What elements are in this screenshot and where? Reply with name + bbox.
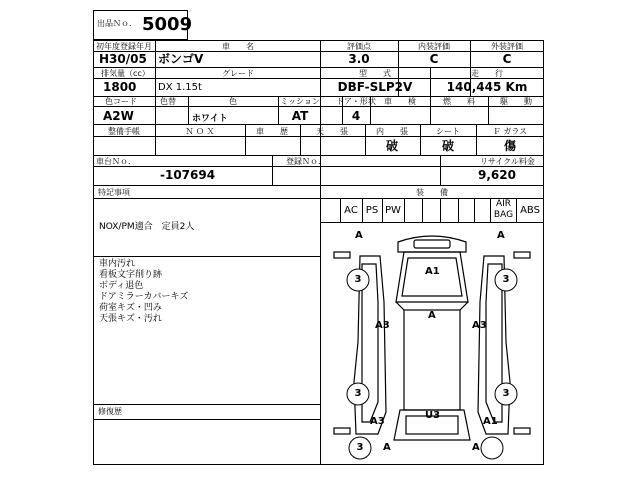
damage-bottom-right: A [472, 442, 480, 453]
tire-fr-grade: 3 [502, 274, 510, 285]
drive-label: 駆 動 [500, 97, 532, 106]
car-name-label: 車 名 [222, 42, 254, 51]
equip-abs: ABS [520, 205, 540, 216]
damage-left-side: A3 [375, 320, 390, 331]
note-line: 天張キズ・汚れ [99, 314, 162, 324]
first-reg-label: 初年度登録年月 [96, 42, 152, 51]
grade-label: グレード [222, 69, 254, 78]
damage-right-side: A3 [472, 320, 487, 331]
damage-roof: A [428, 310, 436, 321]
doors-value: 4 [351, 109, 361, 123]
damage-rear: U3 [425, 410, 441, 421]
seat-value: 破 [441, 139, 455, 153]
repair-history-label: 修復歴 [98, 407, 122, 416]
damage-rear-right: A1 [483, 416, 498, 427]
note-line: 車内汚れ [99, 259, 136, 269]
interior-label: 内装評価 [418, 42, 450, 51]
tire-rr-grade: 3 [502, 388, 510, 399]
model-label: 型 式 [359, 69, 391, 78]
model-value: DBF-SLP2V [337, 80, 413, 94]
inner-lining-value: 破 [385, 139, 399, 153]
note-line: ボディ退色 [99, 281, 144, 291]
fuel-label: 燃 料 [443, 97, 475, 106]
remarks-list [99, 259, 188, 325]
transmission-value: AT [291, 109, 309, 123]
transmission-label: ミッション [280, 97, 320, 106]
ceiling-label: 天 張 [316, 127, 348, 136]
grade-value: DX 1.15t [158, 82, 202, 93]
f-glass-label: Ｆ ガラス [492, 127, 528, 136]
registration-label: 登録Ｎｏ． [286, 157, 326, 166]
displacement-value: 1800 [103, 80, 137, 94]
recycle-value: 9,620 [478, 168, 516, 182]
equip-pw: PW [385, 205, 401, 216]
exterior-value: C [502, 52, 512, 66]
score-label: 評価点 [347, 42, 371, 51]
note-line: NOX/PM適合 定員2人 [99, 222, 195, 232]
recycle-label: リサイクル料金 [480, 157, 535, 166]
interior-value: C [429, 52, 439, 66]
tire-fl-grade: 3 [354, 274, 362, 285]
note-line: 看板文字削り跡 [99, 270, 163, 280]
nox-label: Ｎ Ｏ Ｘ [185, 127, 215, 136]
mileage-label: 走 行 [471, 69, 503, 78]
hood-outline [396, 252, 468, 302]
chassis-label: 車台Ｎｏ． [96, 157, 136, 166]
tire-bottom-right [481, 437, 503, 459]
service-book-label: 整備手帳 [108, 127, 140, 136]
equip-ac: AC [344, 205, 358, 216]
car-name-value: ボンゴV [158, 52, 204, 66]
displacement-label: 排気量（cc） [101, 69, 150, 78]
lot-number: 5009 [142, 14, 193, 35]
remarks-label: 特記事項 [98, 188, 130, 197]
inner-lining-label: 内 張 [376, 127, 408, 136]
color-label: 色 [229, 97, 237, 106]
score-value: 3.0 [348, 52, 370, 66]
color-value: ホワイト [192, 114, 228, 124]
history-label: 車 歴 [256, 127, 288, 136]
damage-rear-left: A3 [370, 416, 385, 427]
note-line: ドアミラーカバーキズ [99, 292, 189, 302]
first-reg-value: H30/05 [99, 52, 147, 66]
note-line: 荷室キズ・凹み [99, 303, 162, 313]
remarks-top [99, 222, 194, 233]
damage-bottom-left: A [383, 442, 391, 453]
chassis-value: -107694 [160, 168, 216, 182]
damage-hood: A1 [425, 266, 440, 277]
color-change-label: 色替 [160, 97, 176, 106]
color-code-value: A2W [103, 109, 134, 123]
roof-outline [404, 310, 460, 410]
vehicle-diagram [320, 222, 544, 465]
color-code-label: 色コード [105, 97, 137, 106]
equip-ps: PS [365, 205, 379, 216]
lot-number-label: 出品Ｎｏ． [97, 19, 137, 28]
mileage-value: 140,445 Km [446, 80, 528, 94]
tire-rl-grade: 3 [354, 388, 362, 399]
door-shape-label: ドア・形状 [336, 97, 376, 106]
spare-tire-grade: 3 [356, 442, 364, 453]
lot-number-box [93, 10, 193, 40]
damage-front-right: A [497, 230, 505, 241]
inspection-label: 車 検 [384, 97, 416, 106]
equip-airbag: AIR BAG [493, 199, 514, 220]
equipment-label: 装 備 [416, 188, 448, 197]
damage-front-left: A [355, 230, 363, 241]
exterior-label: 外装評価 [491, 42, 523, 51]
front-outline [398, 236, 466, 252]
seat-label: シート [436, 127, 460, 136]
f-glass-value: 傷 [503, 139, 517, 153]
